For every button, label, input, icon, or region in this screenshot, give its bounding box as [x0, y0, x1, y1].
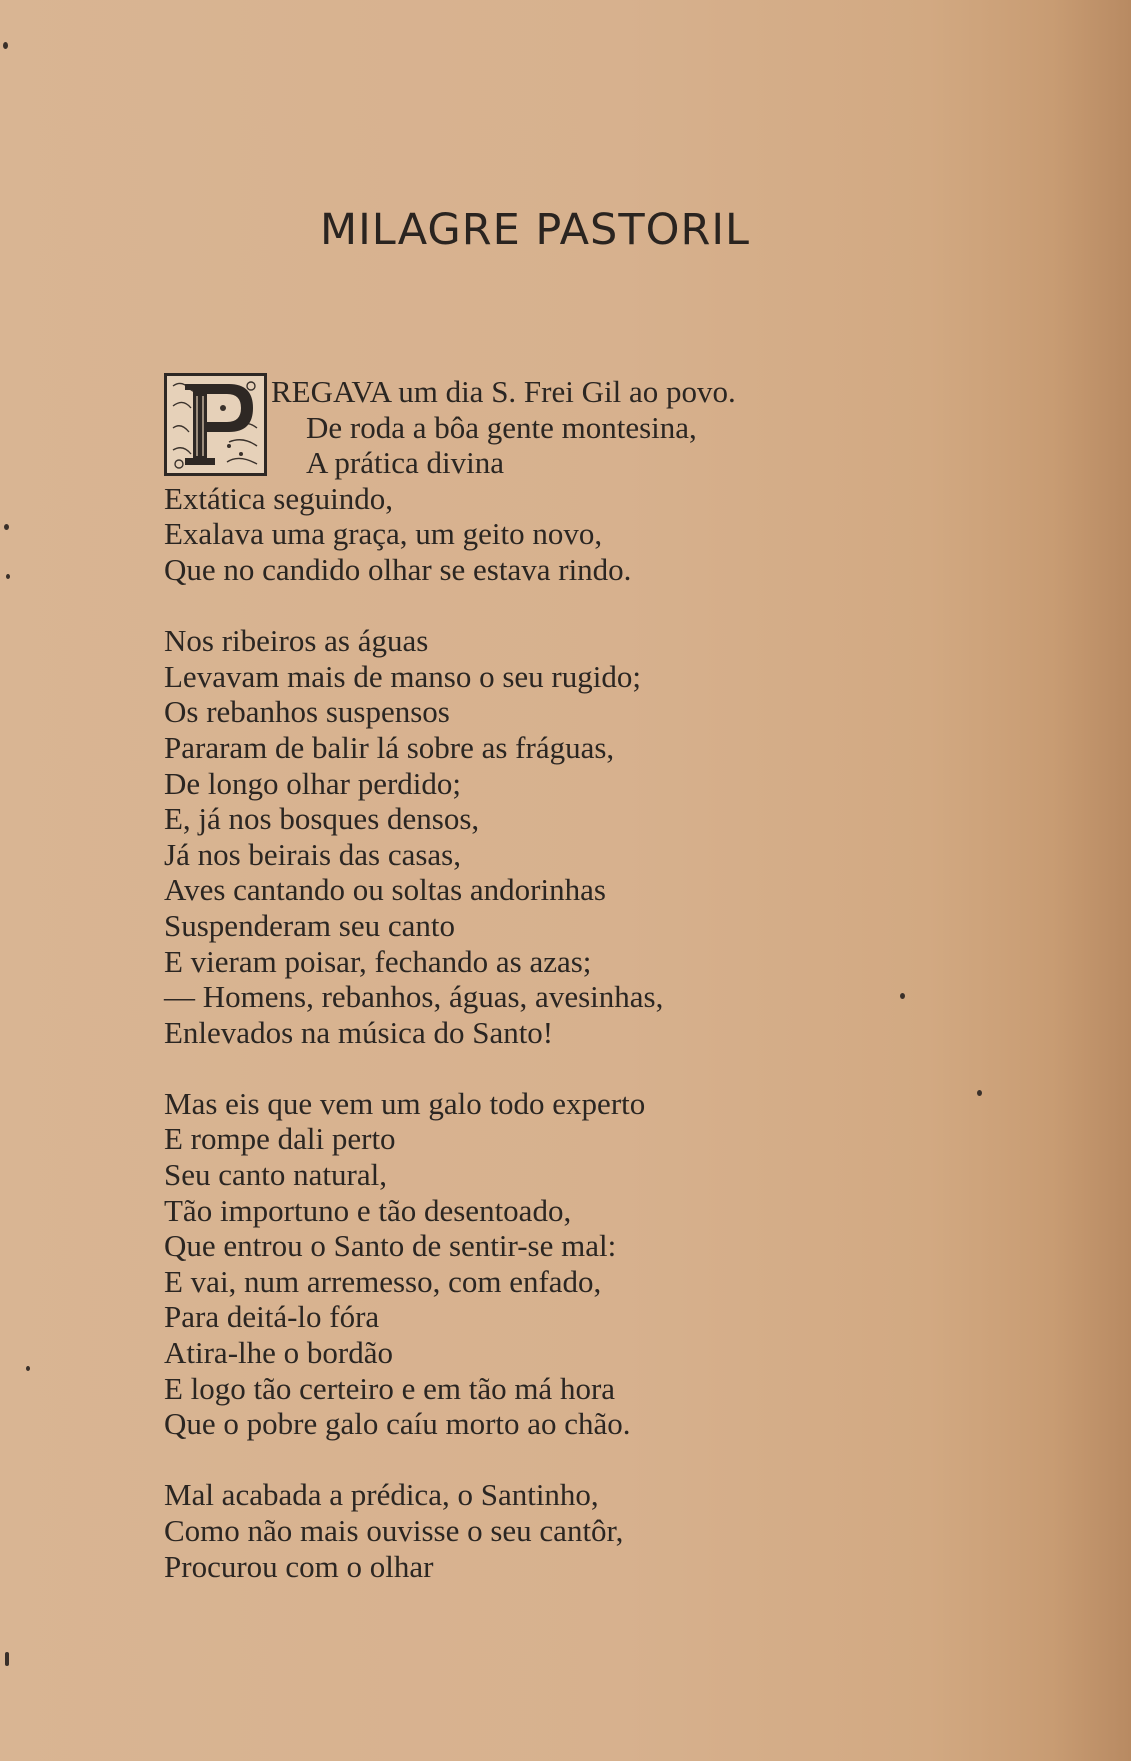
- poem-line: Mas eis que vem um galo todo experto: [164, 1085, 646, 1121]
- poem-line: Que entrou o Santo de sentir-se mal:: [164, 1228, 617, 1264]
- poem-line: Como não mais ouvisse o seu cantôr,: [164, 1513, 624, 1548]
- poem-line: Pararam de balir lá sobre as fráguas,: [164, 729, 615, 765]
- poem-line: E logo tão certeiro e em tão má hora: [164, 1370, 616, 1406]
- paper-speck: [3, 42, 8, 49]
- poem-body: [164, 374, 984, 1620]
- poem-line: — Homens, rebanhos, águas, avesinhas,: [164, 979, 664, 1015]
- paper-speck: [5, 1652, 9, 1666]
- poem-line: Tão importuno e tão desentoado,: [164, 1192, 572, 1228]
- poem-line: De roda a bôa gente montesina,: [306, 409, 697, 445]
- stanza-1: [164, 374, 984, 588]
- poem-line: Para deitá-lo fóra: [164, 1299, 380, 1335]
- paper-speck: [6, 574, 10, 579]
- paper-speck: [4, 524, 9, 530]
- poem-line: E vai, num arremesso, com enfado,: [164, 1263, 602, 1299]
- poem-line: Extática seguindo,: [164, 480, 393, 516]
- poem-line: Seu canto natural,: [164, 1157, 387, 1193]
- paper-speck: [26, 1366, 30, 1371]
- poem-line: Atira-lhe o bordão: [164, 1335, 393, 1371]
- poem-line: Nos ribeiros as águas: [164, 623, 429, 659]
- poem-line: Que o pobre galo caíu morto ao chão.: [164, 1406, 631, 1442]
- poem-line: Mal acabada a prédica, o Santinho,: [164, 1477, 599, 1513]
- poem-line: E rompe dali perto: [164, 1121, 396, 1157]
- poem-line: Já nos beirais das casas,: [164, 836, 461, 872]
- poem-line: A prática divina: [306, 445, 504, 481]
- stanza-2: [164, 623, 984, 1050]
- poem-line: Os rebanhos suspensos: [164, 694, 450, 730]
- poem-line: Enlevados na música do Santo!: [164, 1014, 554, 1050]
- poem-line: De longo olhar perdido;: [164, 765, 462, 801]
- poem-line: Suspenderam seu canto: [164, 907, 455, 943]
- poem-line: Exalava uma graça, um geito novo,: [164, 516, 603, 552]
- poem-title: MILAGRE PASTORIL: [320, 205, 750, 255]
- paper-speck: [900, 993, 905, 999]
- poem-line: Que no candido olhar se estava rindo.: [164, 551, 632, 587]
- poem-line: Levavam mais de manso o seu rugido;: [164, 658, 641, 694]
- poem-line: REGAVA um dia S. Frei Gil ao povo.: [271, 374, 736, 409]
- poem-line: E, já nos bosques densos,: [164, 801, 480, 837]
- poem-line: Procurou com o olhar: [164, 1548, 434, 1584]
- poem-line: Aves cantando ou soltas andorinhas: [164, 872, 606, 908]
- paper-speck: [977, 1090, 982, 1096]
- stanza-4: [164, 1477, 984, 1584]
- poem-line: E vieram poisar, fechando as azas;: [164, 943, 592, 979]
- stanza-3: [164, 1086, 984, 1442]
